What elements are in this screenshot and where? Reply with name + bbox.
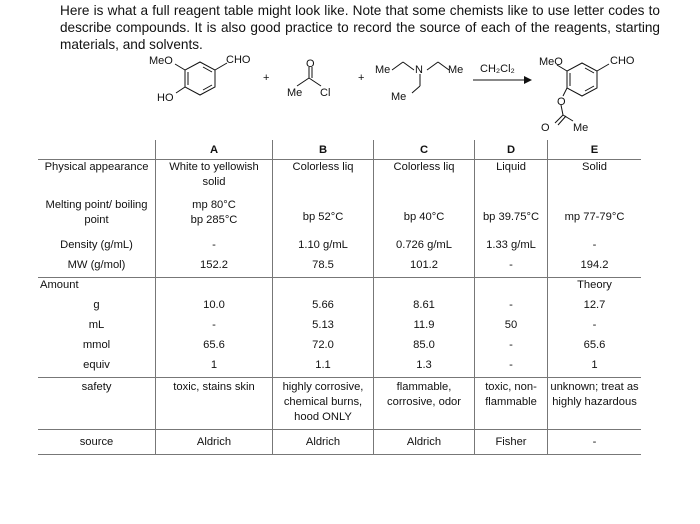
table-cell: -	[475, 338, 548, 358]
table-cell: 12.7	[548, 298, 642, 318]
row-label: Amount	[40, 279, 79, 291]
header-row	[38, 140, 641, 160]
table-cell: 1.33 g/mL	[475, 238, 548, 258]
table-cell: toxic, stains skin	[156, 378, 273, 430]
reagent-table	[38, 140, 641, 455]
table-cell: 152.2	[156, 258, 273, 278]
table-cell: -	[156, 318, 273, 338]
table-cell: 72.0	[273, 338, 374, 358]
table-cell	[156, 278, 273, 298]
table-cell: -	[548, 430, 642, 455]
table-cell: bp 40°C	[374, 198, 475, 238]
col-header-c: C	[374, 140, 475, 160]
label-corner	[38, 140, 156, 160]
scheme-e-o2: O	[541, 122, 550, 134]
table-cell: mp 77-79°C	[548, 198, 642, 238]
table-cell: 65.6	[548, 338, 642, 358]
row-label: Physical appearance	[44, 161, 149, 173]
scheme-b-me: Me	[287, 87, 303, 99]
row-label: mmol	[82, 338, 111, 351]
table-row	[38, 160, 641, 198]
table-cell: flammable, corrosive, odor	[374, 378, 475, 430]
scheme-e-cho: CHO	[610, 55, 635, 67]
table-row	[38, 430, 641, 455]
table-cell	[475, 278, 548, 298]
reaction-scheme	[0, 0, 700, 140]
scheme-e-meo: MeO	[539, 56, 563, 68]
scheme-a-cho: CHO	[226, 54, 251, 66]
row-label: safety	[38, 378, 156, 430]
row-label: source	[38, 430, 156, 455]
scheme-b-cl: Cl	[320, 87, 331, 99]
table-cell: -	[475, 298, 548, 318]
table-cell: White to yellowish solid	[156, 160, 273, 198]
table-cell: 50	[475, 318, 548, 338]
table-cell: unknown; treat as highly hazardous	[548, 378, 642, 430]
table-cell: Colorless liq	[374, 160, 475, 198]
table-cell: 10.0	[156, 298, 273, 318]
table-row	[38, 258, 641, 278]
scheme-a-ho: HO	[157, 92, 174, 104]
table-cell: -	[475, 258, 548, 278]
table-cell: 1.10 g/mL	[273, 238, 374, 258]
scheme-c-me1: Me	[375, 64, 391, 76]
table-cell: Liquid	[475, 160, 548, 198]
intro-paragraph: Here is what a full reagent table might look like. Note that some chemists like to use letter codes to describe compounds. It is also good practice to record the source of each of the reagents, starting materials, and solvents.	[60, 3, 660, 52]
table-row	[38, 278, 641, 298]
table-cell: Colorless liq	[273, 160, 374, 198]
table-cell: 8.61	[374, 298, 475, 318]
table-row	[38, 298, 641, 318]
table-cell	[273, 278, 374, 298]
table-cell: mp 80°C bp 285°C	[156, 198, 273, 238]
table-row	[38, 318, 641, 338]
table-cell: 65.6	[156, 338, 273, 358]
table-cell: 101.2	[374, 258, 475, 278]
col-header-d: D	[475, 140, 548, 160]
table-cell: Theory	[548, 278, 642, 298]
scheme-e-me: Me	[573, 122, 589, 134]
scheme-plus-2: +	[358, 72, 365, 84]
table-cell: -	[156, 238, 273, 258]
table-cell: 0.726 g/mL	[374, 238, 475, 258]
table-cell: 1	[548, 358, 642, 378]
scheme-plus-1: +	[263, 72, 270, 84]
table-row	[38, 198, 641, 238]
table-cell: 194.2	[548, 258, 642, 278]
table-row	[38, 238, 641, 258]
table-cell: Fisher	[475, 430, 548, 455]
table-cell: bp 52°C	[273, 198, 374, 238]
table-cell: 1.1	[273, 358, 374, 378]
scheme-c-n: N	[415, 64, 423, 76]
table-cell: -	[548, 318, 642, 338]
scheme-c-me2: Me	[448, 64, 464, 76]
table-row	[38, 358, 641, 378]
row-label: g	[93, 298, 100, 311]
row-label: MW (g/mol)	[38, 258, 156, 278]
col-header-e: E	[548, 140, 642, 160]
table-row	[38, 338, 641, 358]
table-cell: -	[475, 358, 548, 378]
table-cell: Solid	[548, 160, 642, 198]
table-cell: highly corrosive, chemical burns, hood ONLY	[273, 378, 374, 430]
col-header-a: A	[156, 140, 273, 160]
table-row	[38, 378, 641, 430]
table-cell: 1.3	[374, 358, 475, 378]
table-cell: 11.9	[374, 318, 475, 338]
table-cell	[374, 278, 475, 298]
table-cell: -	[548, 238, 642, 258]
table-cell: 85.0	[374, 338, 475, 358]
row-label: Melting point/ boiling point	[45, 198, 148, 226]
table-cell: bp 39.75°C	[475, 198, 548, 238]
table-cell: Aldrich	[374, 430, 475, 455]
scheme-b-o: O	[306, 58, 315, 70]
scheme-solvent: CH₂Cl₂	[480, 63, 515, 75]
col-header-b: B	[273, 140, 374, 160]
table-cell: 1	[156, 358, 273, 378]
table-cell: Aldrich	[273, 430, 374, 455]
table-cell: 5.66	[273, 298, 374, 318]
row-label: equiv	[38, 358, 156, 378]
table-cell: 5.13	[273, 318, 374, 338]
scheme-c-me3: Me	[391, 91, 407, 103]
scheme-a-meo: MeO	[149, 55, 173, 67]
row-label: Density (g/mL)	[60, 238, 133, 251]
table-cell: Aldrich	[156, 430, 273, 455]
scheme-e-o1: O	[557, 96, 566, 108]
row-label: mL	[88, 318, 105, 331]
table-cell: toxic, non-flammable	[475, 378, 548, 430]
table-cell: 78.5	[273, 258, 374, 278]
